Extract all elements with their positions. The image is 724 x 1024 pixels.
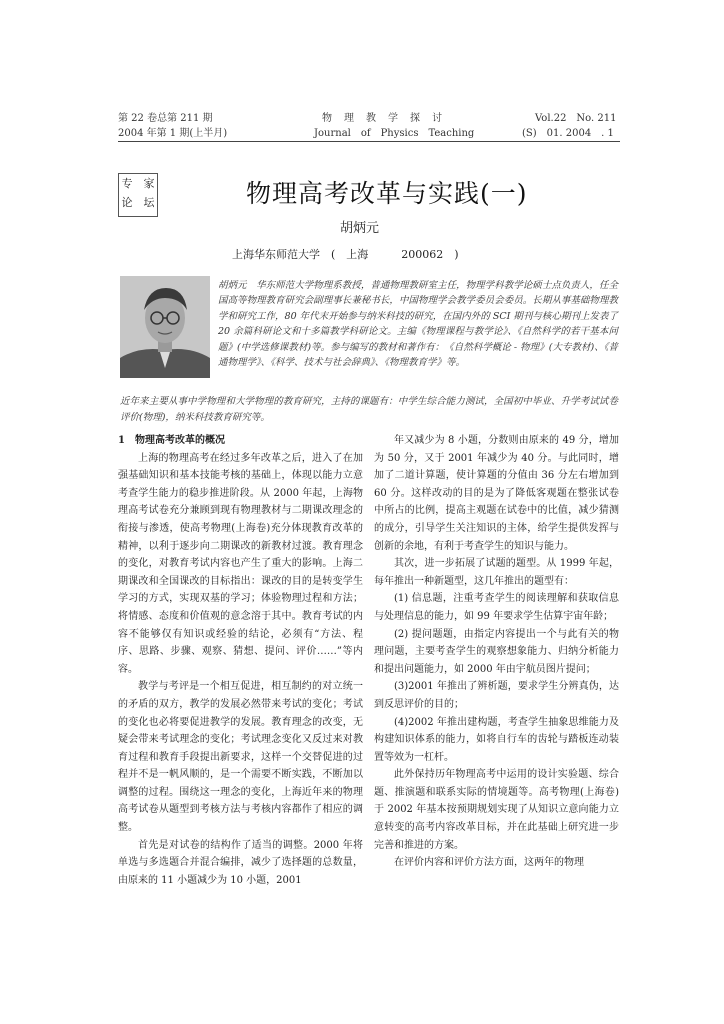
body-paragraph: (1) 信息题，注重考查学生的阅读理解和获取信息与处理信息的能力，如 99 年要求学生估算宇宙年龄； <box>374 593 619 622</box>
journal-vol-no: Vol.22 No. 211 <box>535 113 617 124</box>
article-affiliation: 上海华东师范大学 ( 上海 200062 ) <box>232 248 459 261</box>
header-rule <box>118 141 620 142</box>
article-author: 胡炳元 <box>340 221 380 236</box>
body-paragraph: 在评价内容和评价方法方面，这两年的物理 <box>394 857 584 869</box>
journal-page-ref: (S) 01. 2004 . 1 <box>522 128 614 139</box>
journal-name-en: Journal of Physics Teaching <box>314 128 475 139</box>
body-paragraph: 教学与考评是一个相互促进，相互制约的对立统一的矛盾的双方，教学的发展必然带来考试的变化；考试的变化也必将要促进教学的发展。教育理念的改变，无疑会带来考试理念的变化；考试理念变化又反过来对教育过程和教育手段提出新要求，这样一个交替促进的过程并不是一帆风顺的，是一个需要不断实践，不断加以调整的过程。围绕这一理念的变化，上海近年来的物理高考试卷从题型到考核方法与考核内容都作了相应的调整。 <box>118 681 363 834</box>
journal-date: 2004 年第 1 期(上半月) <box>118 128 228 139</box>
section-heading: 1 物理高考改革的概况 <box>118 435 225 446</box>
body-paragraph: (4)2002 年推出建构题，考查学生抽象思维能力及构建知识体系的能力，如将自行车的齿轮与踏板连动装置等效为一杠杆。 <box>374 716 619 763</box>
column-tag-line2: 论 坛 <box>121 196 155 209</box>
author-bio: 胡炳元 华东师范大学物理系教授，普通物理教研室主任，物理学科教学论硕士点负责人，任全国高等物理教育研究会副理事长兼秘书长，中国物理学会教学委员会委员。长期从事基础物理教学和研究工作，80 年代末开始参与纳米科技的研究，在国内外的 SCI 期刊与核心期刊上发表了 20 余篇科研论文和十多篇教学科研论文。主编《物理课程与教学论》、《自然科学的若干基本问题》(中学选修课教材)等。参与编写的教材和著作有：《自然科学概论 - 物理》(大专教材)、《普通物理学》、《科学、技术与社会辞典》、《物理教育学》等。 <box>218 280 618 369</box>
body-paragraph: 首先是对试卷的结构作了适当的调整。2000 年将单选与多选题合并混合编排，减少了选择题的总数量，由原来的 11 小题减少为 10 小题，2001 <box>118 839 363 886</box>
author-research: 近年来主要从事中学物理和大学物理的教育研究，主持的课题有：中学生综合能力测试，全国初中毕业、升学考试试卷评价(物理)，纳米科技教育研究等。 <box>120 396 618 423</box>
body-paragraph: (3)2001 年推出了辨析题，要求学生分辨真伪，达到反思评价的目的； <box>374 681 619 710</box>
portrait-illustration <box>120 276 210 378</box>
body-paragraph: 年又减少为 8 小题，分数则由原来的 49 分，增加为 50 分，又于 2001 年减少为 40 分。与此同时，增加了二道计算题，使计算题的分值由 36 分左右增加到 60 分。这样改动的目的是为了降低客观题在整张试卷中所占的比例，提高主观题在试卷中的比值，减少猜测的成分，引导学生关注知识的主体，给学生提供发挥与创新的余地，有利于考查学生的知识与能力。 <box>374 435 619 552</box>
journal-volume-issue: 第 22 卷总第 211 期 <box>118 113 213 124</box>
author-photo <box>120 276 210 378</box>
body-paragraph: 此外保持历年物理高考中运用的设计实验题、综合题、推演题和联系实际的情境题等。高考物理(上海卷)于 2002 年基本按预期规划实现了从知识立意向能力立意转变的高考内容改革目标，并在此基础上研究进一步完善和推进的方案。 <box>374 769 619 851</box>
column-tag-line1: 专 家 <box>121 177 155 190</box>
journal-name-cn: 物 理 教 学 探 讨 <box>322 113 443 124</box>
article-title: 物理高考改革与实践(一) <box>246 179 528 208</box>
column-tag <box>118 173 158 217</box>
body-column-right <box>374 432 619 872</box>
body-column-left <box>118 432 363 889</box>
body-paragraph: 上海的物理高考在经过多年改革之后，进入了在加强基础知识和基本技能考核的基础上，体现以能力立意考查学生能力的稳步推进阶段。从 2000 年起，上海物理高考试卷充分兼顾到现有物理教材与二期课改理念的衔接与渗透，使高考物理(上海卷)充分体现教育改革的精神，以利于逐步向二期课改的新教材过渡。教育理念的变化，对教育考试内容也产生了重大的影响。上海二期课改和全国课改的目标指出：课改的目的是转变学生学习的方式，实现双基的学习；体验物理过程和方法；将情感、态度和价值观的意念溶于其中。教育考试的内容不能够仅有知识或经验的结论，必须有“方法、程序、思路、步骤、观察、猜想、提问、评价……”等内容。 <box>118 452 363 675</box>
body-paragraph: (2) 提问题题，由指定内容提出一个与此有关的物理问题，主要考查学生的观察想象能力、归纳分析能力和提出问题能力，如 2000 年由宇航员图片提问； <box>374 628 619 675</box>
body-paragraph: 其次，进一步拓展了试题的题型。从 1999 年起，每年推出一种新题型，这几年推出的题型有： <box>374 558 619 587</box>
